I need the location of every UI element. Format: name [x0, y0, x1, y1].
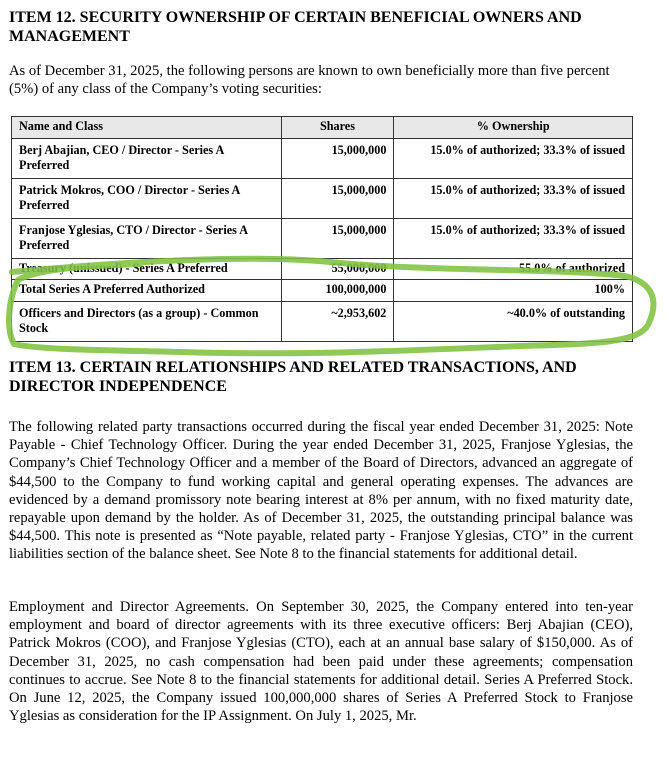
cell-ownership: ~40.0% of outstanding	[394, 301, 633, 341]
cell-ownership: 15.0% of authorized; 33.3% of issued	[394, 218, 633, 258]
table-row	[12, 178, 633, 218]
item12-heading: ITEM 12. SECURITY OWNERSHIP OF CERTAIN BENEFICIAL OWNERS AND MANAGEMENT	[9, 9, 582, 45]
item13-paragraph-1: The following related party transactions occurred during the fiscal year ended December 31, 2025: Note Payable - Chief Technology Officer. During the year ended December 31, 2025, Franjose Yglesias, the Company’s Chief Technology Officer and a member of the Board of Directors, advanced an aggregate of $44,500 to the Company to fund working capital and general operating expenses. The advances are evidenced by a demand promissory note bearing interest at 8% per annum, with no fixed maturity date, repayable upon demand by the holder. As of December 31, 2025, the outstanding principal balance was $44,500. This note is presented as “Note payable, related party - Franjose Yglesias, CTO” in the current liabilities section of the balance sheet. See Note 8 to the financial statements for additional detail.	[9, 419, 633, 563]
cell-name: Patrick Mokros, COO / Director - Series A Preferred	[12, 178, 282, 218]
cell-shares: ~2,953,602	[281, 301, 394, 341]
item13-paragraph-2: Employment and Director Agreements. On September 30, 2025, the Company entered into ten-year employment and board of director agreements with its three executive officers: Berj Abajian (CEO), Patrick Mokros (COO), and Franjose Yglesias (CTO), each at an annual base salary of $150,000. As of December 31, 2025, no cash compensation had been paid under these agreements; compensation continues to accrue. See Note 8 to the financial statements for additional detail. Series A Preferred Stock. On June 12, 2025, the Company issued 100,000,000 shares of Series A Preferred Stock to Franjose Yglesias as consideration for the IP Assignment. On July 1, 2025, Mr.	[9, 599, 633, 725]
item13-heading: ITEM 13. CERTAIN RELATIONSHIPS AND RELATED TRANSACTIONS, AND DIRECTOR INDEPENDENCE	[9, 359, 577, 395]
header-name-class: Name and Class	[12, 117, 282, 139]
item12-intro: As of December 31, 2025, the following persons are known to own beneficially more than five percent (5%) of any class of the Company’s voting securities:	[9, 63, 610, 98]
cell-ownership: 100%	[394, 280, 633, 302]
cell-name: Officers and Directors (as a group) - Common Stock	[12, 301, 282, 341]
header-shares: Shares	[281, 117, 394, 139]
table-header-row	[12, 117, 633, 139]
cell-name: Treasury (unissued) - Series A Preferred	[12, 258, 282, 280]
cell-ownership: 15.0% of authorized; 33.3% of issued	[394, 138, 633, 178]
table-row	[12, 301, 633, 341]
cell-name: Total Series A Preferred Authorized	[12, 280, 282, 302]
ownership-table	[11, 116, 633, 342]
table-row	[12, 258, 633, 280]
cell-ownership: 55.0% of authorized	[394, 258, 633, 280]
cell-shares: 15,000,000	[281, 178, 394, 218]
cell-shares: 55,000,000	[281, 258, 394, 280]
table-row	[12, 218, 633, 258]
cell-shares: 100,000,000	[281, 280, 394, 302]
header-ownership: % Ownership	[394, 117, 633, 139]
cell-name: Berj Abajian, CEO / Director - Series A Preferred	[12, 138, 282, 178]
cell-shares: 15,000,000	[281, 218, 394, 258]
cell-shares: 15,000,000	[281, 138, 394, 178]
table-row	[12, 138, 633, 178]
cell-name: Franjose Yglesias, CTO / Director - Series A Preferred	[12, 218, 282, 258]
cell-ownership: 15.0% of authorized; 33.3% of issued	[394, 178, 633, 218]
table-row	[12, 280, 633, 302]
